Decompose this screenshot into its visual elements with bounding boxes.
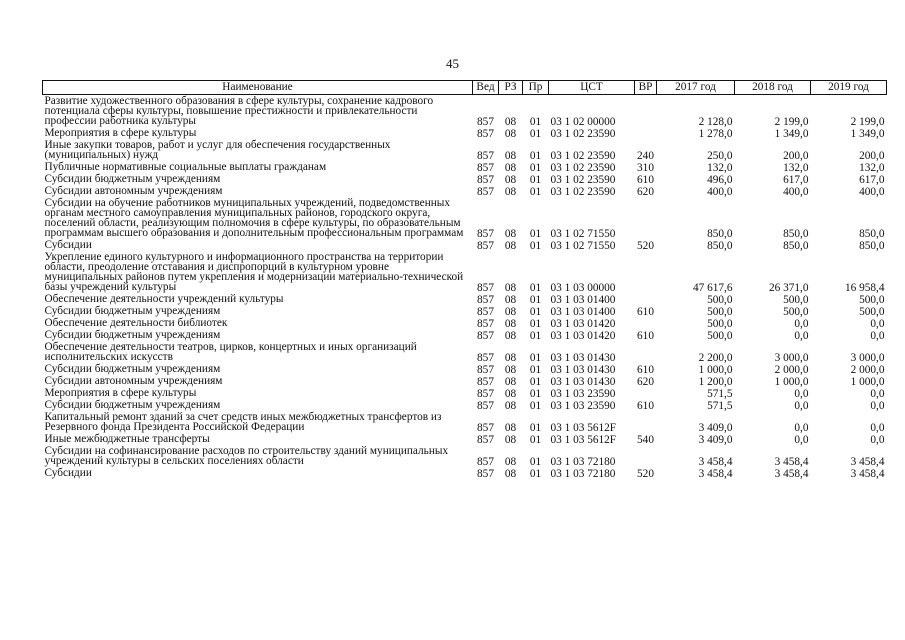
row-pr: 01 [529,376,542,388]
row-rz: 08 [504,388,517,400]
row-cst: 03 1 03 72180 [550,456,616,468]
row-2017: 850,0 [707,228,733,240]
row-pr: 01 [529,306,542,318]
row-rz: 08 [504,422,517,434]
row-2017: 1 200,0 [698,376,733,388]
row-rz: 08 [504,318,517,330]
row-vr: 520 [637,240,654,252]
row-rz: 08 [504,186,517,198]
row-2018: 1 349,0 [774,128,809,140]
row-2019: 1 349,0 [850,128,885,140]
row-2017: 850,0 [707,240,733,252]
row-name: Субсидии на софинансирование расходов по строительству зданий муниципальных учреждений культуры в сельских поселениях области [44,445,449,467]
row-2019: 400,0 [859,186,885,198]
row-2019: 2 199,0 [850,116,885,128]
row-pr: 01 [529,294,542,306]
row-cst: 03 1 03 23590 [550,400,616,412]
row-pr: 01 [529,352,542,364]
table-row [43,329,887,341]
row-name: Субсидии бюджетным учреждениям [44,399,221,411]
row-2018: 2 000,0 [774,364,809,376]
row-cst: 03 1 03 01400 [550,294,616,306]
table-row [43,387,887,399]
header-2017: 2017 год [657,81,735,95]
row-rz: 08 [504,376,517,388]
row-cst: 03 1 02 71550 [550,228,616,240]
row-2017: 500,0 [707,294,733,306]
row-pr: 01 [529,282,542,294]
table-row [43,305,887,317]
row-rz: 08 [504,468,517,480]
row-2019: 0,0 [870,330,885,342]
row-2017: 2 128,0 [698,116,733,128]
row-rz: 08 [504,400,517,412]
row-ved: 857 [477,174,494,186]
row-2019: 617,0 [859,174,885,186]
row-pr: 01 [529,186,542,198]
row-pr: 01 [529,116,542,128]
row-rz: 08 [504,352,517,364]
row-name: Субсидии бюджетным учреждениям [44,329,221,341]
table-row [43,467,887,479]
row-2018: 850,0 [783,240,809,252]
table-header-row [43,81,887,95]
row-name: Субсидии автономным учреждениям [44,375,223,387]
row-vr [635,411,657,433]
table-row [43,363,887,375]
header-2018: 2018 год [735,81,811,95]
row-pr: 01 [529,228,542,240]
table-row [43,411,887,433]
row-2018: 500,0 [783,306,809,318]
row-name: Обеспечение деятельности учреждений культуры [44,293,284,305]
row-ved: 857 [477,364,494,376]
row-name: Субсидии [44,467,92,479]
row-pr: 01 [529,400,542,412]
row-name: Обеспечение деятельности библиотек [44,317,228,329]
row-ved: 857 [477,422,494,434]
row-2017: 3 458,4 [698,468,733,480]
row-2019: 132,0 [859,162,885,174]
row-2018: 132,0 [783,162,809,174]
row-rz: 08 [504,240,517,252]
row-ved: 857 [477,294,494,306]
row-cst: 03 1 02 71550 [550,240,616,252]
row-2018: 850,0 [783,228,809,240]
table-row [43,139,887,161]
row-rz: 08 [504,228,517,240]
row-2018: 0,0 [794,400,809,412]
row-rz: 08 [504,456,517,468]
header-name: Наименование [43,81,473,95]
row-ved: 857 [477,330,494,342]
row-2018: 3 000,0 [774,352,809,364]
row-pr: 01 [529,456,542,468]
row-vr [635,127,657,139]
row-cst: 03 1 03 01420 [550,318,616,330]
row-cst: 03 1 03 00000 [550,282,616,294]
row-cst: 03 1 02 23590 [550,186,616,198]
row-rz: 08 [504,364,517,376]
row-cst: 03 1 03 72180 [550,468,616,480]
row-2019: 1 000,0 [850,376,885,388]
row-2018: 400,0 [783,186,809,198]
row-pr: 01 [529,434,542,446]
row-2017: 496,0 [707,174,733,186]
row-name: Субсидии бюджетным учреждениям [44,173,221,185]
row-pr: 01 [529,150,542,162]
row-cst: 03 1 03 01430 [550,364,616,376]
row-name: Развитие художественного образования в сфере культуры, сохранение кадрового потенциала сферы культуры, повышение престижности и привлекательности профессии работника культуры [44,95,434,127]
header-rz: РЗ [499,81,523,95]
table-row [43,161,887,173]
row-2018: 0,0 [794,388,809,400]
row-name: Мероприятия в сфере культуры [44,127,197,139]
row-rz: 08 [504,116,517,128]
header-ved: Вед [473,81,499,95]
row-vr: 610 [637,330,654,342]
row-2018: 1 000,0 [774,376,809,388]
row-cst: 03 1 02 23590 [550,128,616,140]
row-pr: 01 [529,422,542,434]
row-name: Обеспечение деятельности театров, цирков, концертных и иных организаций исполнительских искусств [44,341,417,363]
row-ved: 857 [477,150,494,162]
table-row [43,251,887,293]
row-ved: 857 [477,434,494,446]
row-vr: 310 [637,162,654,174]
row-name: Субсидии бюджетным учреждениям [44,363,221,375]
row-vr: 610 [637,364,654,376]
row-rz: 08 [504,330,517,342]
row-rz: 08 [504,294,517,306]
row-2018: 0,0 [794,330,809,342]
row-vr [635,341,657,363]
row-2019: 0,0 [870,388,885,400]
row-ved: 857 [477,456,494,468]
row-pr: 01 [529,330,542,342]
row-2019: 0,0 [870,318,885,330]
row-2017: 250,0 [707,150,733,162]
row-rz: 08 [504,150,517,162]
row-2019: 0,0 [870,422,885,434]
table-row [43,127,887,139]
row-2017: 47 617,6 [692,282,733,294]
row-2017: 1 278,0 [698,128,733,140]
row-ved: 857 [477,240,494,252]
row-2017: 3 458,4 [698,456,733,468]
row-2017: 3 409,0 [698,422,733,434]
table-row [43,239,887,251]
row-name: Укрепление единого культурного и информационного пространства на территории области, преодоление отставания и диспропорций в культурном уровне муниципальных районов путем укрепления и модернизации материально-технической базы учреждений культуры [44,251,464,293]
row-rz: 08 [504,434,517,446]
row-2017: 3 409,0 [698,434,733,446]
row-name: Субсидии бюджетным учреждениям [44,305,221,317]
row-rz: 08 [504,306,517,318]
row-2018: 617,0 [783,174,809,186]
row-ved: 857 [477,186,494,198]
row-cst: 03 1 03 5612F [550,434,617,446]
row-2018: 0,0 [794,434,809,446]
row-2019: 850,0 [859,240,885,252]
row-ved: 857 [477,352,494,364]
row-2017: 500,0 [707,306,733,318]
row-ved: 857 [477,376,494,388]
row-vr: 620 [637,186,654,198]
header-cst: ЦСТ [549,81,635,95]
row-2019: 16 958,4 [844,282,885,294]
row-cst: 03 1 03 01430 [550,352,616,364]
table-row [43,293,887,305]
row-rz: 08 [504,162,517,174]
table-row [43,375,887,387]
row-2018: 2 199,0 [774,116,809,128]
row-2018: 200,0 [783,150,809,162]
row-vr [635,317,657,329]
row-2017: 500,0 [707,330,733,342]
row-2019: 200,0 [859,150,885,162]
row-2018: 0,0 [794,422,809,434]
row-vr: 520 [637,468,654,480]
table-body [43,95,887,480]
row-2017: 571,5 [707,400,733,412]
row-vr [635,197,657,239]
table-row [43,197,887,239]
row-name: Иные закупки товаров, работ и услуг для обеспечения государственных (муниципальных) нужд [44,139,391,161]
header-pr: Пр [523,81,549,95]
row-name: Капитальный ремонт зданий за счет средств иных межбюджетных трансфертов из Резервного фонда Президента Российской Федерации [44,411,442,433]
row-cst: 03 1 03 23590 [550,388,616,400]
row-2017: 132,0 [707,162,733,174]
row-cst: 03 1 02 23590 [550,150,616,162]
row-2017: 2 200,0 [698,352,733,364]
row-vr: 240 [637,150,654,162]
row-2017: 571,5 [707,388,733,400]
row-rz: 08 [504,174,517,186]
row-2019: 2 000,0 [850,364,885,376]
row-2019: 500,0 [859,294,885,306]
row-2018: 3 458,4 [774,468,809,480]
row-name: Субсидии автономным учреждениям [44,185,223,197]
row-2017: 1 000,0 [698,364,733,376]
row-2019: 3 458,4 [850,468,885,480]
row-vr: 610 [637,174,654,186]
row-ved: 857 [477,400,494,412]
table-row [43,185,887,197]
row-vr: 610 [637,400,654,412]
row-cst: 03 1 03 01430 [550,376,616,388]
row-2019: 500,0 [859,306,885,318]
row-vr [635,387,657,399]
table-row [43,317,887,329]
row-vr: 620 [637,376,654,388]
row-ved: 857 [477,162,494,174]
row-vr [635,293,657,305]
row-2018: 3 458,4 [774,456,809,468]
row-ved: 857 [477,228,494,240]
row-vr: 610 [637,306,654,318]
table-row [43,433,887,445]
table-row [43,399,887,411]
table-row [43,173,887,185]
row-pr: 01 [529,162,542,174]
row-pr: 01 [529,174,542,186]
row-name: Мероприятия в сфере культуры [44,387,197,399]
row-2019: 3 000,0 [850,352,885,364]
row-2019: 0,0 [870,434,885,446]
row-cst: 03 1 03 01400 [550,306,616,318]
row-pr: 01 [529,388,542,400]
row-name: Субсидии на обучение работников муниципальных учреждений, подведомственных органам местного самоуправления муниципальных районов, городского округа, поселений области, реализующим полномочия в сфере культуры, по образовательным программам высшего образования и дополнительным профессиональным программам [44,197,464,239]
row-vr [635,445,657,467]
row-cst: 03 1 03 5612F [550,422,617,434]
row-cst: 03 1 03 01420 [550,330,616,342]
row-pr: 01 [529,468,542,480]
row-vr: 540 [637,434,654,446]
row-2019: 3 458,4 [850,456,885,468]
table-row [43,95,887,128]
row-rz: 08 [504,128,517,140]
row-name: Иные межбюджетные трансферты [44,433,210,445]
row-2018: 0,0 [794,318,809,330]
row-vr [635,251,657,293]
row-2017: 500,0 [707,318,733,330]
row-2018: 500,0 [783,294,809,306]
row-2017: 400,0 [707,186,733,198]
row-ved: 857 [477,282,494,294]
table-row [43,445,887,467]
row-cst: 03 1 02 23590 [550,174,616,186]
row-2019: 850,0 [859,228,885,240]
table-row [43,341,887,363]
row-rz: 08 [504,282,517,294]
row-pr: 01 [529,318,542,330]
row-ved: 857 [477,468,494,480]
row-cst: 03 1 02 23590 [550,162,616,174]
row-ved: 857 [477,388,494,400]
row-cst: 03 1 02 00000 [550,116,616,128]
row-pr: 01 [529,240,542,252]
page-number: 45 [446,56,459,71]
row-pr: 01 [529,364,542,376]
row-ved: 857 [477,116,494,128]
row-pr: 01 [529,128,542,140]
row-name: Публичные нормативные социальные выплаты гражданам [44,161,327,173]
header-2019: 2019 год [811,81,887,95]
row-2019: 0,0 [870,400,885,412]
row-ved: 857 [477,306,494,318]
header-vr: ВР [635,81,657,95]
row-ved: 857 [477,318,494,330]
row-name: Субсидии [44,239,92,251]
budget-table [42,80,887,479]
row-2018: 26 371,0 [768,282,809,294]
row-ved: 857 [477,128,494,140]
row-vr [635,95,657,128]
